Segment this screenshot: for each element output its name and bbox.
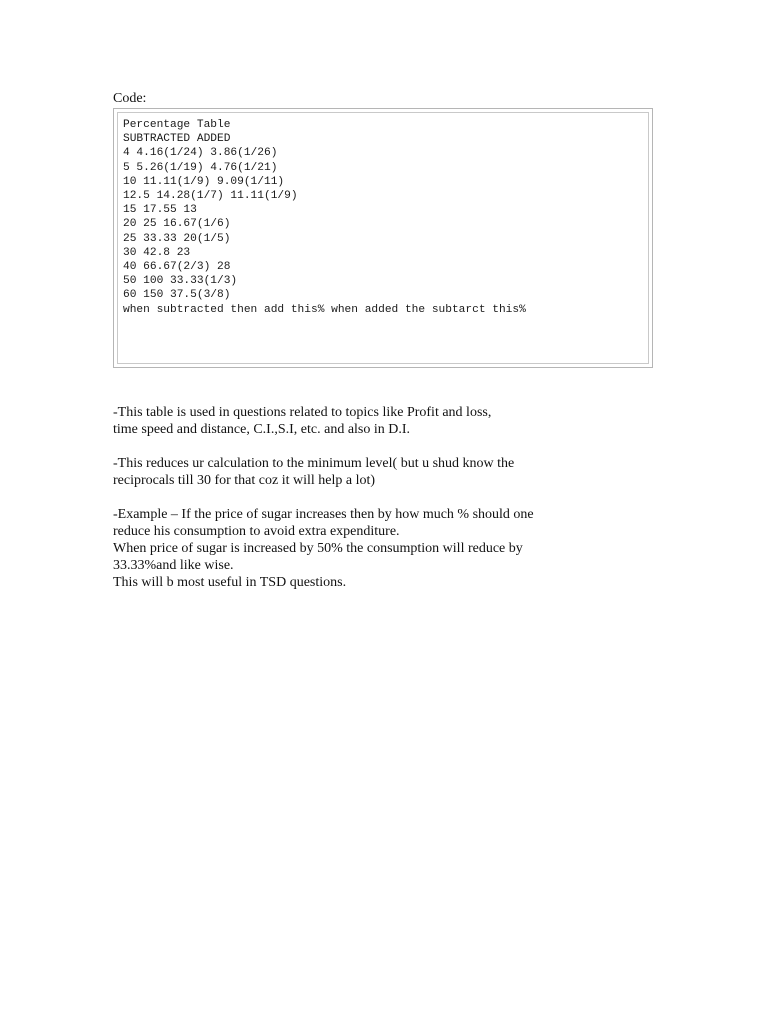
note-line: 33.33%and like wise. <box>113 558 234 573</box>
code-line: Percentage Table <box>123 119 231 131</box>
code-line: 20 25 16.67(1/6) <box>123 218 231 231</box>
code-line: 10 11.11(1/9) 9.09(1/11) <box>123 175 285 188</box>
note-line: -Example – If the price of sugar increases then by how much % should one <box>113 507 534 522</box>
code-line: SUBTRACTED ADDED <box>123 133 231 146</box>
code-line: 5 5.26(1/19) 4.76(1/21) <box>123 161 278 174</box>
note-paragraph-example <box>113 506 633 591</box>
code-line: 15 17.55 13 <box>123 204 197 217</box>
note-line: reciprocals till 30 for that coz it will help a lot) <box>113 473 376 488</box>
note-line: -This table is used in questions related to topics like Profit and loss, <box>113 405 492 420</box>
code-label: Code: <box>113 91 147 106</box>
note-line: reduce his consumption to avoid extra expenditure. <box>113 524 400 539</box>
note-line: When price of sugar is increased by 50% the consumption will reduce by <box>113 541 523 556</box>
code-line: 30 42.8 23 <box>123 246 191 259</box>
note-line: time speed and distance, C.I.,S.I, etc. and also in D.I. <box>113 422 411 437</box>
notes-section <box>113 404 633 608</box>
code-line: 60 150 37.5(3/8) <box>123 289 231 302</box>
note-line: -This reduces ur calculation to the minimum level( but u shud know the <box>113 456 515 471</box>
code-line: 4 4.16(1/24) 3.86(1/26) <box>123 147 278 160</box>
note-line: This will b most useful in TSD questions. <box>113 575 347 590</box>
code-line: when subtracted then add this% when added the subtarct this% <box>123 303 526 316</box>
percentage-table-code <box>123 118 526 317</box>
note-paragraph-calculation <box>113 455 633 489</box>
code-line: 40 66.67(2/3) 28 <box>123 261 231 274</box>
code-box <box>113 108 653 368</box>
code-line: 25 33.33 20(1/5) <box>123 232 231 245</box>
code-line: 12.5 14.28(1/7) 11.11(1/9) <box>123 190 298 203</box>
code-line: 50 100 33.33(1/3) <box>123 275 238 288</box>
note-paragraph-table-usage <box>113 404 633 438</box>
